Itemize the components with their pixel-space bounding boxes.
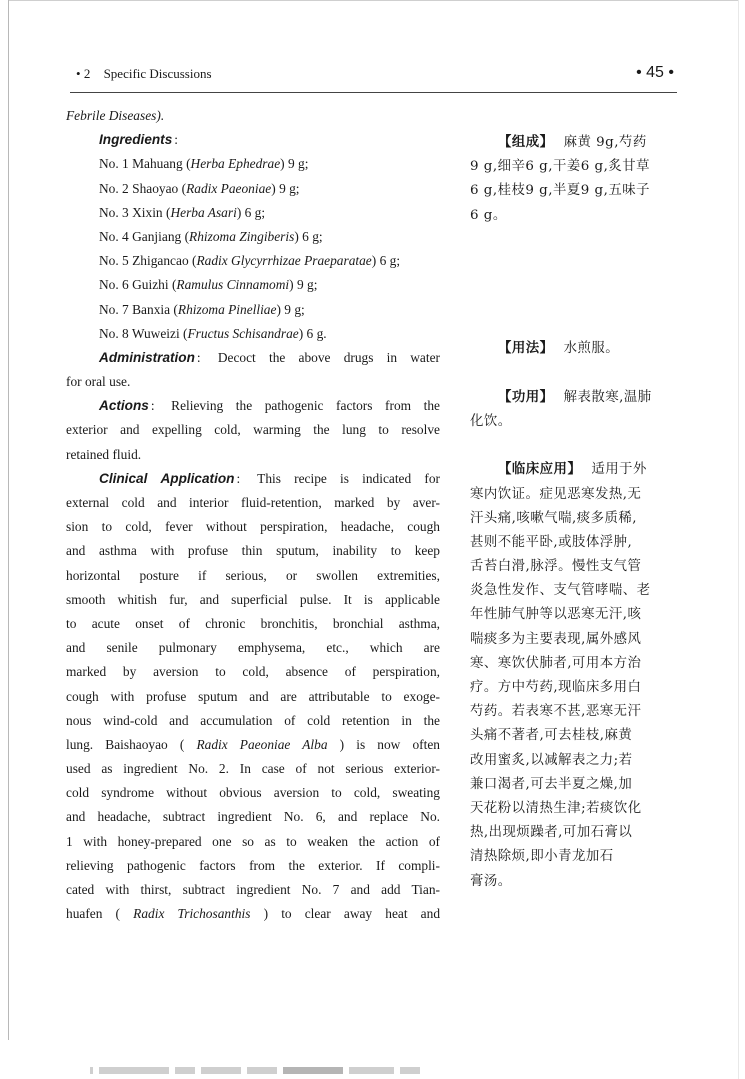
actions-heading: Actions [99, 398, 149, 414]
zh-clinical-line: 天花粉以清热生津;若痰饮化 [470, 800, 642, 816]
actions-line-3: retained fluid. [66, 446, 142, 462]
actions-line-2: exterior and expelling cold, warming the lung to resolve [66, 422, 440, 438]
zh-clinical-line: 舌苔白滑,脉浮。慢性支气管 [470, 559, 642, 575]
clinical-line: used as ingredient No. 2. In case of not serious exterior- [66, 761, 440, 777]
close-paren: ) [271, 180, 276, 196]
open-paren: ( [184, 228, 190, 244]
open-paren: ( [181, 180, 187, 196]
clinical-line: cold syndrome without obvious aversion to cold, sweating [66, 785, 440, 801]
header-rule [70, 92, 677, 93]
zh-clinical-line: 芍药。若表寒不甚,恶寒无汗 [470, 704, 642, 720]
page-number: 45 [646, 64, 664, 81]
clinical-line [66, 902, 440, 926]
administration-line-2: for oral use. [66, 374, 131, 390]
ingredient-number: No. 2 [99, 180, 129, 196]
zh-usage-heading: 【用法】 [498, 340, 554, 356]
clinical-line: nous wind-cold and accumulation of cold retention in the [66, 712, 440, 728]
zh-text: 适用于外 [591, 462, 647, 478]
zh-clinical-line: 喘痰多为主要表现,属外感风 [470, 631, 642, 647]
section-title: Specific Discussions [103, 66, 212, 81]
ingredient-number: No. 1 [99, 156, 129, 172]
ingredient-latin: Radix Glycyrrhizae Praeparatae [196, 253, 372, 269]
ingredient-item [66, 322, 440, 346]
open-paren: ( [173, 301, 178, 317]
zh-clinical-line: 疗。方中芍药,现临床多用白 [470, 680, 642, 695]
clinical-line: cough with profuse sputum and are attributable to exoge- [66, 688, 440, 704]
ingredient-dose: 9 g; [296, 277, 318, 293]
clinical-line: 1 with honey-prepared one so as to weaken the action of [66, 833, 440, 849]
ingredient-name: Wuweizi [131, 325, 180, 341]
close-paren: ) [276, 301, 281, 317]
ingredient-latin: Herba Ephedrae [190, 156, 281, 172]
zh-clinical-line: 寒、寒饮伏肺者,可用本方治 [470, 655, 642, 671]
latin-name: Radix Trichosanthis [133, 906, 251, 922]
clinical-line: horizontal posture if serious, or swollen extremities, [66, 567, 440, 583]
ingredient-dose: 9 g; [279, 180, 300, 196]
open-paren: ( [166, 204, 171, 220]
zh-clinical-line: 甚则不能平卧,或肢体浮肿, [470, 534, 633, 550]
colon: : [236, 470, 241, 486]
colon: : [174, 132, 178, 148]
open-paren: ( [192, 253, 197, 269]
ingredient-name: Xixin [132, 204, 163, 220]
page-top-edge [8, 0, 739, 1]
ingredient-dose: 6 g. [306, 325, 327, 341]
zh-clinical-line: 膏汤。 [470, 873, 512, 889]
clinical-line: cated with thirst, subtract ingredient No. 7 and add Tian- [66, 882, 440, 897]
ingredient-item [66, 201, 440, 225]
open-paren: ( [183, 325, 188, 341]
ingredients-heading-line [66, 128, 440, 152]
ingredient-name: Mahuang [132, 156, 183, 172]
zh-composition-line-1 [470, 131, 676, 155]
clinical-line: and headache, subtract ingredient No. 6, and replace No. [66, 809, 440, 825]
clinical-application-heading: Clinical Application [99, 470, 235, 486]
zh-clinical-heading: 【临床应用】 [498, 462, 582, 478]
zh-function-heading: 【功用】 [498, 389, 554, 405]
zh-clinical-line: 汗头痛,咳嗽气喘,痰多质稀, [470, 510, 638, 526]
ingredient-item [66, 273, 440, 297]
zh-text: 水煎服。 [563, 340, 620, 356]
clinical-application-body [66, 491, 440, 926]
page-number-block [636, 64, 674, 82]
zh-function-line-2: 化饮。 [470, 414, 512, 430]
ingredient-name: Ganjiang [132, 228, 182, 244]
close-paren: ) [371, 253, 377, 269]
zh-clinical-line: 年性肺气肿等以恶寒无汗,咳 [470, 607, 642, 623]
clinical-text: lung. Baishaoyao ( [66, 736, 185, 752]
ingredient-item [66, 298, 440, 322]
close-paren: ) [289, 277, 294, 293]
running-head [76, 66, 674, 86]
ingredient-dose: 9 g; [287, 156, 309, 172]
clinical-line: and senile pulmonary emphysema, etc., which are [66, 640, 440, 656]
ingredient-name: Banxia [132, 301, 171, 317]
clinical-line [66, 733, 440, 757]
ingredient-name: Guizhi [132, 277, 169, 293]
zh-clinical-line: 头痛不著者,可去桂枝,麻黄 [470, 728, 633, 744]
english-column [66, 104, 440, 926]
zh-clinical-line: 兼口渴者,可去半夏之燥,加 [470, 776, 633, 792]
zh-clinical-line: 改用蜜炙,以减解表之力;若 [470, 752, 633, 768]
page-left-edge [8, 0, 9, 1040]
ingredient-item [66, 152, 440, 176]
ingredient-latin: Rhizoma Pinelliae [177, 301, 277, 317]
open-paren: ( [186, 156, 191, 172]
ingredient-number: No. 4 [99, 228, 129, 244]
clinical-text: This recipe is indicated for [257, 470, 440, 486]
administration-text: Decoct the above drugs in water [217, 349, 440, 365]
section-number: 2 [83, 66, 91, 81]
ingredient-latin: Rhizoma Zingiberis [189, 228, 295, 244]
zh-composition-line-3: 6 g,桂枝9 g,半夏9 g,五味子 [470, 183, 651, 199]
administration-heading: Administration [99, 349, 195, 365]
open-paren: ( [171, 277, 177, 293]
ingredient-number: No. 7 [99, 301, 129, 317]
ingredient-number: No. 6 [99, 277, 129, 293]
ingredient-number: No. 8 [99, 325, 129, 341]
ingredient-number: No. 5 [99, 253, 129, 269]
ingredient-dose: 6 g; [379, 253, 401, 269]
zh-usage-line [470, 337, 676, 361]
ingredients-heading: Ingredients [99, 132, 173, 148]
clinical-line: to acute onset of chronic bronchitis, bronchial asthma, [66, 615, 440, 631]
zh-function-line-1 [470, 386, 676, 410]
spacer [470, 361, 676, 386]
close-paren: ) [236, 204, 242, 220]
spacer [470, 434, 676, 458]
colon: : [150, 398, 155, 414]
zh-clinical-line: 热,出现烦躁者,可加石膏以 [470, 825, 633, 841]
zh-clinical-body [470, 483, 676, 894]
close-paren: ) [298, 325, 304, 341]
page-right-edge [738, 0, 739, 1079]
ingredient-latin: Fructus Schisandrae [187, 325, 299, 341]
actions-line-1 [66, 394, 440, 418]
clinical-line: sion to cold, fever without perspiration, headache, cough [66, 519, 440, 535]
zh-composition-heading: 【组成】 [498, 135, 554, 150]
ingredient-dose: 6 g; [302, 228, 323, 244]
latin-name: Radix Paeoniae Alba [196, 736, 328, 752]
ingredient-latin: Radix Paeoniae [186, 180, 272, 196]
spacer [470, 228, 676, 337]
ingredient-dose: 9 g; [284, 301, 305, 317]
clinical-line: external cold and interior fluid-retention, marked by aver- [66, 495, 440, 510]
ingredient-item [66, 177, 440, 201]
clinical-text: ) is now often [339, 736, 440, 752]
zh-text: 解表散寒,温肺 [563, 389, 652, 405]
clinical-line: relieving pathogenic factors from the exterior. If compli- [66, 857, 440, 873]
chinese-column [470, 131, 676, 894]
close-paren: ) [294, 228, 299, 244]
ingredient-latin: Ramulus Cinnamomi [176, 277, 290, 293]
clinical-line: and asthma with profuse thin sputum, inability to keep [66, 543, 440, 559]
zh-clinical-line: 寒内饮证。症见恶寒发热,无 [470, 486, 642, 502]
continuation-text: Febrile Diseases). [66, 108, 165, 123]
colon: : [196, 349, 201, 365]
administration-line-1 [66, 346, 440, 370]
running-head-section [76, 66, 212, 82]
bullet: • [76, 66, 81, 81]
bullet: • [636, 64, 642, 81]
ingredient-number: No. 3 [99, 204, 129, 220]
ingredient-dose: 6 g; [244, 204, 266, 220]
clinical-text: ) to clear away heat and [263, 906, 440, 922]
zh-text: 麻黄 9g,芍药 [563, 135, 647, 150]
actions-text: Relieving the pathogenic factors from the [171, 398, 440, 414]
ingredient-list [66, 152, 440, 346]
ingredient-name: Shaoyao [132, 180, 179, 196]
scan-artifact [90, 1065, 590, 1075]
zh-composition-line-4: 6 g。 [470, 207, 507, 223]
zh-clinical-line-1 [470, 458, 676, 482]
ingredient-item [66, 249, 440, 273]
ingredient-item [66, 225, 440, 249]
clinical-text: huafen ( [66, 906, 121, 922]
clinical-line: smooth whitish fur, and superficial pulse. It is applicable [66, 591, 440, 607]
ingredient-name: Zhigancao [132, 253, 189, 269]
zh-clinical-line: 清热除烦,即小青龙加石 [470, 849, 614, 865]
ingredient-latin: Herba Asari [170, 204, 237, 220]
close-paren: ) [280, 156, 285, 172]
clinical-line: marked by aversion to cold, absence of perspiration, [66, 664, 440, 680]
zh-clinical-line: 炎急性发作、支气管哮喘、老 [470, 583, 651, 599]
clinical-line-1 [66, 467, 440, 491]
bullet: • [668, 64, 674, 81]
zh-composition-line-2: 9 g,细辛6 g,干姜6 g,炙甘草 [470, 159, 651, 175]
